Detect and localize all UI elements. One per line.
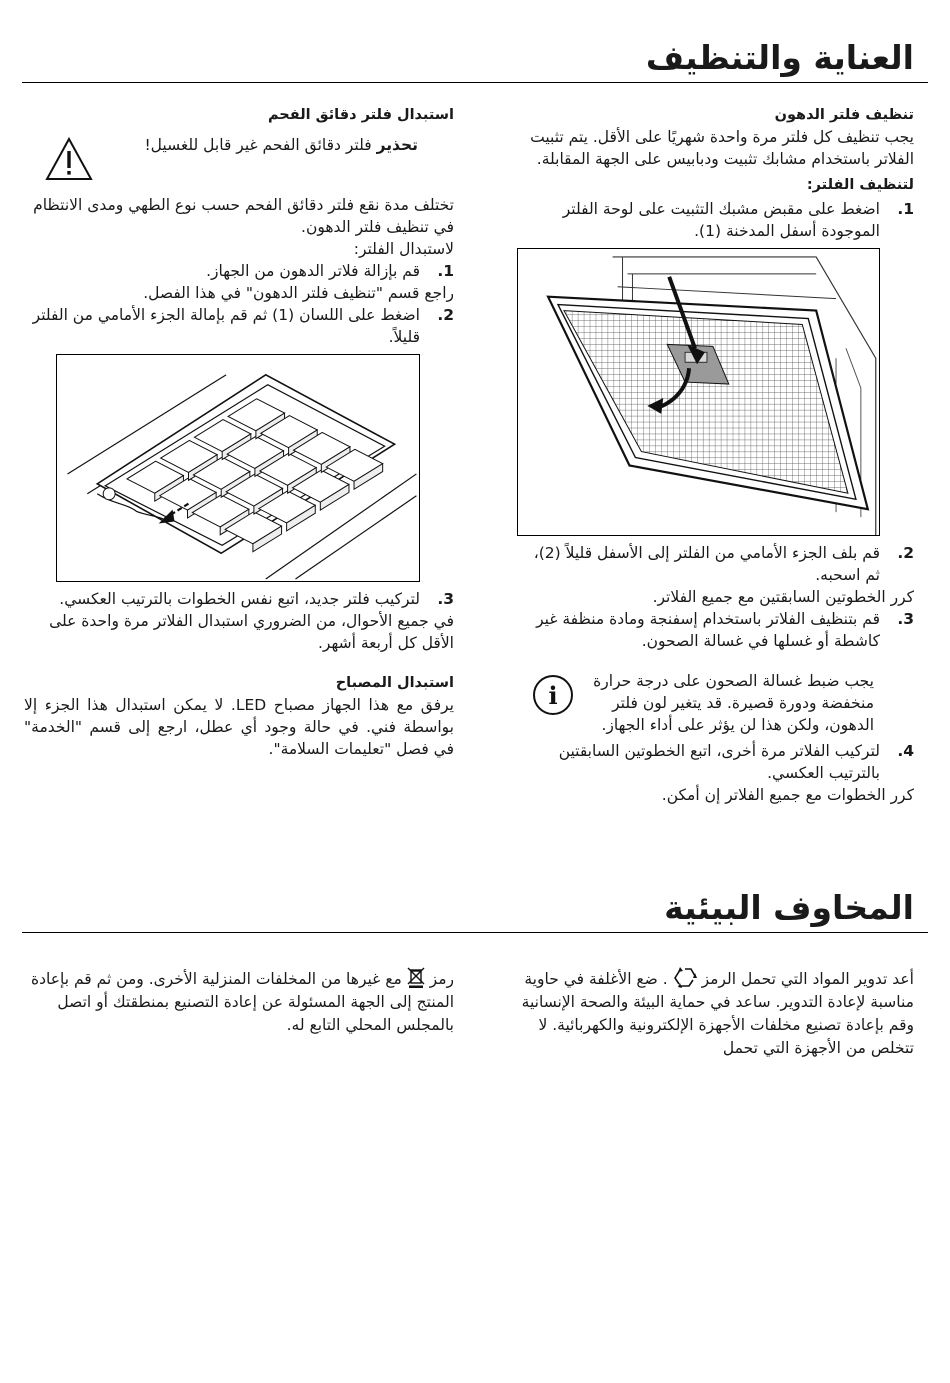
step-number: 3.	[437, 590, 454, 608]
env-title: المخاوف البيئية	[664, 888, 914, 927]
step-text: اضغط على اللسان (1) ثم قم بإمالة الجزء الأمامي من الفلتر قليلاً.	[32, 306, 420, 346]
info-icon	[532, 674, 574, 716]
charcoal-filter-figure	[56, 354, 420, 582]
grease-step-4	[516, 740, 914, 784]
env-right-a: أعد تدوير المواد التي تحمل الرمز	[701, 970, 914, 988]
warning-icon	[44, 136, 94, 182]
env-recycle-text	[500, 966, 914, 1060]
charcoal-filter-heading: استبدال فلتر دقائق الفحم	[267, 107, 454, 123]
grease-step-1	[516, 198, 914, 242]
grease-step-3	[516, 608, 914, 652]
grease-step-2	[516, 542, 914, 586]
charcoal-step-2	[24, 304, 454, 348]
env-left-b: مع غيرها من المخلفات المنزلية الأخرى. ومن ثم قم بإعادة المنتج إلى الجهة المسئولة عن إعادة التصنيع بمنطقتك أو اتصل بالمجلس المحلي التابع له.	[31, 970, 454, 1034]
info-note	[516, 670, 914, 736]
charcoal-ref: راجع قسم "تنظيف فلتر الدهون" في هذا الفصل.	[143, 284, 454, 302]
info-text: يجب ضبط غسالة الصحون على درجة حرارة منخفضة ودورة قصيرة. قد يتغير لون فلتر الدهون، ولكن هذا لن يؤثر على أداء الجهاز.	[593, 672, 874, 734]
env-left-a: رمز	[429, 970, 454, 988]
env-right-b: . ضع الأغلفة في حاوية مناسبة لإعادة التدوير. ساعد في حماية البيئة والصحة الإنسانية وقم بإعادة تصنيع مخلفات الأجهزة الإلكترونية والكهربائية. لا تتخلص من الأجهزة التي تحمل	[521, 970, 914, 1057]
grease-filter-section	[516, 104, 914, 806]
step-text: قم بإزالة فلاتر الدهون من الجهاز.	[206, 262, 420, 280]
warning-label: تحذير	[376, 136, 418, 154]
repeat-note-2: كرر الخطوات مع جميع الفلاتر إن أمكن.	[661, 786, 914, 804]
charcoal-para-2: في جميع الأحوال، من الضروري استبدال الفلاتر مرة واحدة على الأقل كل أربعة أشهر.	[49, 612, 454, 652]
grease-filter-heading: تنظيف فلتر الدهون	[774, 107, 914, 123]
charcoal-step-3	[24, 588, 454, 610]
step-number: 4.	[897, 742, 914, 760]
step-text: لتركيب فلتر جديد، اتبع نفس الخطوات بالترتيب العكسي.	[59, 590, 420, 608]
grease-filter-illustration	[518, 249, 879, 535]
step-number: 1.	[897, 200, 914, 218]
env-divider	[22, 932, 928, 933]
env-weee-text	[24, 966, 454, 1037]
step-text: قم بتنظيف الفلاتر باستخدام إسفنجة ومادة منظفة غير كاشطة أو غسلها في غسالة الصحون.	[536, 610, 880, 650]
lamp-text: يرفق مع هذا الجهاز مصباح LED. لا يمكن استبدال هذا الجزء إلا بواسطة فني. في حالة وجود أي عطل، ارجع إلى قسم "الخدمة" في فصل "تعليمات السلامة".	[24, 696, 454, 758]
page-title: العناية والتنظيف	[645, 38, 914, 77]
step-number: 3.	[897, 610, 914, 628]
warning-text-line	[94, 134, 454, 156]
grease-filter-intro: يجب تنظيف كل فلتر مرة واحدة شهريًا على الأقل. يتم تثبيت الفلاتر باستخدام مشابك تثبيت ودبابيس على الجهة المقابلة.	[530, 128, 914, 168]
step-number: 2.	[897, 544, 914, 562]
crossed-bin-icon	[407, 966, 425, 988]
lamp-heading: استبدال المصباح	[335, 675, 454, 691]
info-icon-glyph: i	[548, 681, 558, 710]
title-divider	[22, 82, 928, 83]
grease-filter-figure	[517, 248, 880, 536]
charcoal-step-1	[24, 260, 454, 282]
step-text: اضغط على مقبض مشبك التثبيت على لوحة الفلتر الموجودة أسفل المدخنة (1).	[562, 200, 880, 240]
step-text: قم بلف الجزء الأمامي من الفلتر إلى الأسفل قليلاً (2)، ثم اسحبه.	[533, 544, 880, 584]
warning-block	[24, 134, 454, 182]
warning-text: فلتر دقائق الفحم غير قابل للغسيل!	[144, 136, 372, 154]
charcoal-filter-section	[24, 104, 454, 760]
recycle-icon	[673, 966, 697, 988]
grease-filter-sub: لتنظيف الفلتر:	[806, 177, 914, 193]
charcoal-sub: لاستبدال الفلتر:	[353, 240, 454, 258]
step-number: 1.	[437, 262, 454, 280]
info-icon-wrap	[516, 670, 590, 716]
repeat-note-1: كرر الخطوتين السابقتين مع جميع الفلاتر.	[652, 588, 914, 606]
charcoal-para-1: تختلف مدة نقع فلتر دقائق الفحم حسب نوع الطهي ومدى الانتظام في تنظيف فلتر الدهون.	[33, 196, 454, 236]
step-text: لتركيب الفلاتر مرة أخرى، اتبع الخطوتين السابقتين بالترتيب العكسي.	[558, 742, 880, 782]
step-number: 2.	[437, 306, 454, 324]
charcoal-filter-illustration	[57, 355, 419, 581]
